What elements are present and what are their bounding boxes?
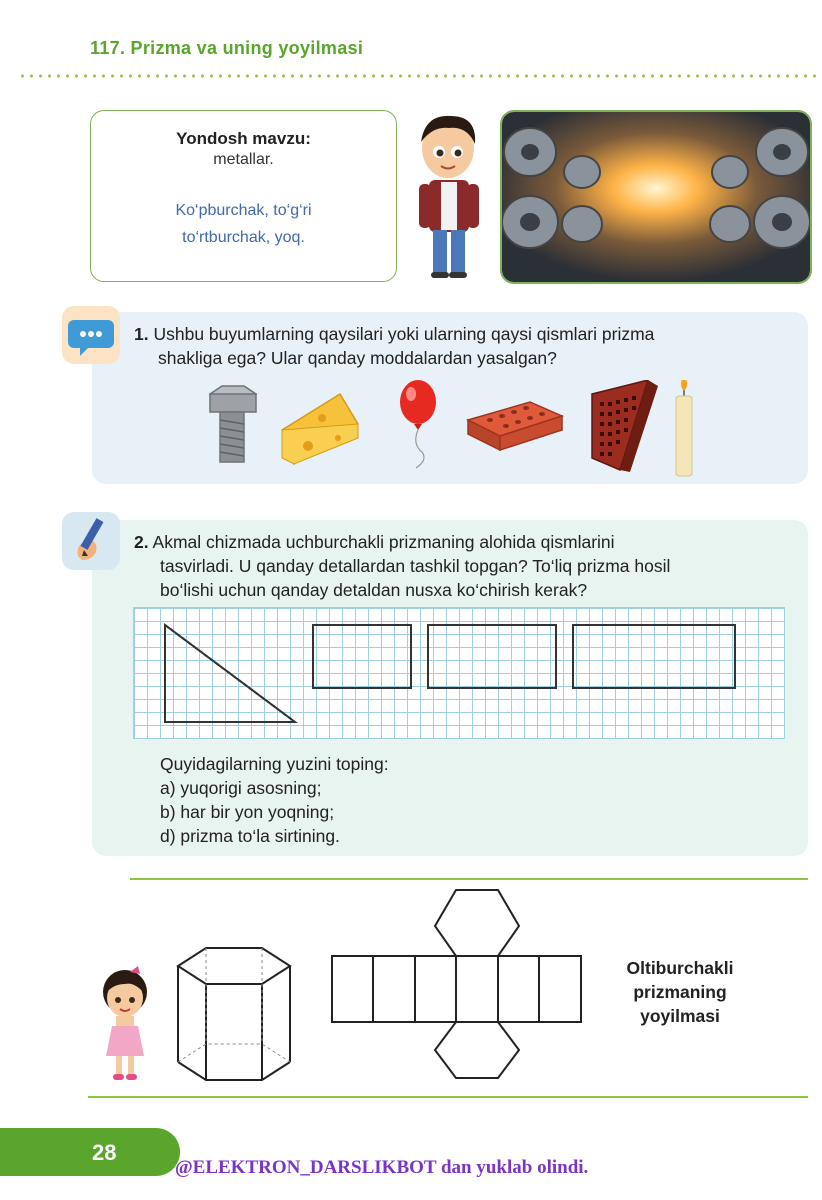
keywords-line-2: to‘rtburchak, yoq. (182, 229, 305, 246)
page-title: 117. Prizma va uning yoyilmasi (90, 38, 364, 58)
keywords (91, 197, 396, 251)
cheese-image (282, 394, 358, 464)
task-b: b) har bir yon yoqning; (160, 802, 335, 822)
top-hexagon (435, 890, 519, 956)
question-1-line-1: Ushbu buyumlarning qaysilari yoki ularning qaysi qismlari prizma (153, 324, 655, 344)
triangular-grate-image (592, 380, 658, 472)
page-number-bar (0, 1128, 180, 1176)
pencil-hand-icon (62, 512, 120, 570)
rectangle-face-2 (428, 625, 556, 688)
question-1-text (134, 322, 654, 370)
section-divider-bottom (88, 1096, 808, 1098)
question-1-line-2: shakliga ega? Ular qanday moddalardan yasalgan? (158, 348, 557, 368)
dotted-divider (18, 74, 818, 78)
related-topic-subject: metallar. (213, 151, 274, 168)
net-caption-line-3: yoyilmasi (640, 1006, 720, 1026)
candle-image (676, 380, 692, 476)
girl-illustration (90, 962, 160, 1084)
hexagonal-prism-drawing (172, 944, 296, 1088)
page-number: 28 (92, 1140, 117, 1165)
related-topic-box (90, 110, 397, 282)
rectangle-face-1 (313, 625, 411, 688)
net-caption (600, 956, 760, 1028)
question-1-objects (200, 380, 810, 480)
brick-image (468, 402, 562, 450)
rectangle-face-3 (573, 625, 735, 688)
net-caption-line-1: Oltiburchakli (626, 958, 734, 978)
download-credit: @ELEKTRON_DARSLIKBOT dan yuklab olindi. (175, 1157, 589, 1178)
metal-coils-photo (500, 110, 812, 284)
question-1-number: 1. (134, 324, 149, 344)
section-divider-top (130, 878, 808, 880)
prism-parts-drawing (133, 607, 783, 737)
balloon-image (400, 380, 436, 468)
keywords-line-1: Ko‘pburchak, to‘g‘ri (175, 202, 312, 219)
hexagonal-prism-net-drawing (330, 888, 584, 1080)
question-2-line-2: tasvirladi. U qanday detallardan tashkil topgan? To‘liq prizma hosil (160, 556, 671, 576)
task-list (160, 752, 389, 848)
boy-illustration (405, 112, 491, 280)
task-a: a) yuqorigi asosning; (160, 778, 322, 798)
task-d: d) prizma to‘la sirtining. (160, 826, 340, 846)
related-topic-heading: Yondosh mavzu: (176, 129, 311, 148)
task-intro: Quyidagilarning yuzini toping: (160, 754, 389, 774)
question-2-number: 2. (134, 532, 149, 552)
net-caption-line-2: prizmaning (633, 982, 727, 1002)
bottom-hexagon (435, 1022, 519, 1078)
question-2-line-1: Akmal chizmada uchburchakli prizmaning alohida qismlarini (152, 532, 615, 552)
question-2-text (134, 530, 670, 602)
question-2-line-3: bo‘lishi uchun qanday detaldan nusxa ko‘chirish kerak? (160, 580, 588, 600)
bolt-image (210, 386, 256, 462)
chat-bubble-icon (62, 306, 120, 364)
